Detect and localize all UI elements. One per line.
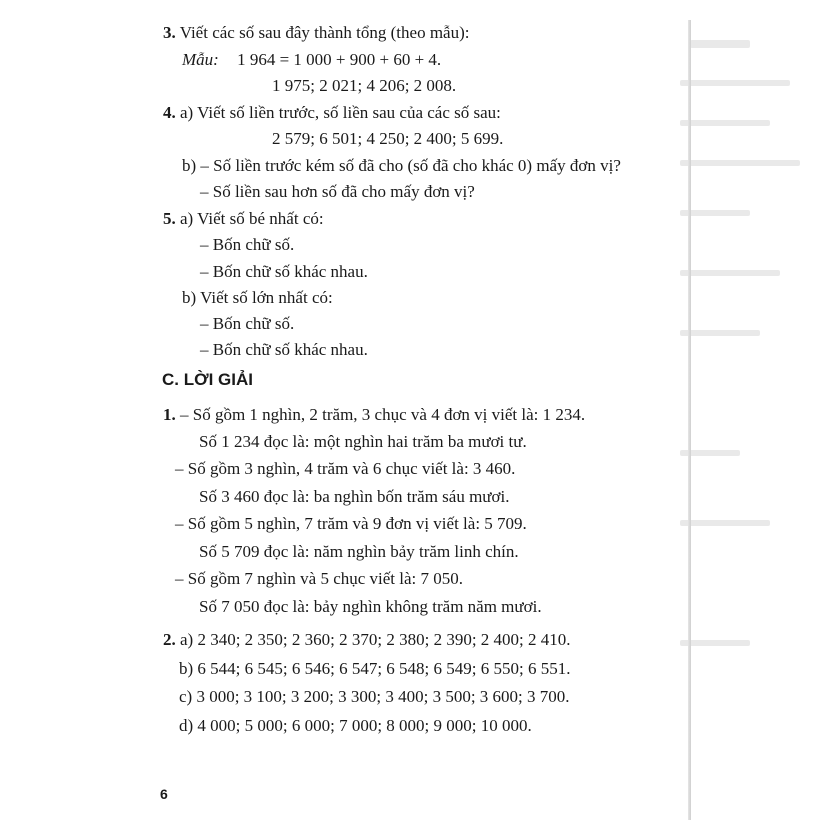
solution-1-line4: Số 3 460 đọc là: ba nghìn bốn trăm sáu mươi. [199,487,510,506]
exercise-5-b-item2: – Bốn chữ số khác nhau. [200,340,368,359]
exercise-5-a-item2: – Bốn chữ số khác nhau. [200,262,368,281]
solution-1-line2: Số 1 234 đọc là: một nghìn hai trăm ba mươi tư. [199,432,527,451]
exercise-5-part-b: b) Viết số lớn nhất có: [182,288,333,307]
solution-2-d: d) 4 000; 5 000; 6 000; 7 000; 8 000; 9 000; 10 000. [179,716,532,735]
section-heading-solutions: C. LỜI GIẢI [162,370,254,389]
show-through-text [680,20,820,800]
solution-2-a: 2. a) 2 340; 2 350; 2 360; 2 370; 2 380; 2 390; 2 400; 2 410. [163,630,571,649]
exercise-5: 5. a) Viết số bé nhất có: [163,209,324,228]
solution-1-line6: Số 5 709 đọc là: năm nghìn bảy trăm linh chín. [199,542,519,561]
exercise-5-a-item1: – Bốn chữ số. [200,235,295,254]
exercise-4: 4. a) Viết số liền trước, số liền sau của các số sau: [163,103,501,122]
exercise-3-numbers: 1 975; 2 021; 4 206; 2 008. [272,76,457,95]
solution-1-line7: – Số gồm 7 nghìn và 5 chục viết là: 7 050. [175,569,464,588]
page-edge [688,20,691,820]
solution-1-line3: – Số gồm 3 nghìn, 4 trăm và 6 chục viết là: 3 460. [175,459,516,478]
solution-1-line8: Số 7 050 đọc là: bảy nghìn không trăm năm mươi. [199,597,542,616]
solution-2-b: b) 6 544; 6 545; 6 546; 6 547; 6 548; 6 549; 6 550; 6 551. [179,659,571,678]
exercise-4-numbers: 2 579; 6 501; 4 250; 2 400; 5 699. [272,129,504,148]
solution-1-line5: – Số gồm 5 nghìn, 7 trăm và 9 đơn vị viết là: 5 709. [175,514,527,533]
exercise-5-b-item1: – Bốn chữ số. [200,314,295,333]
exercise-4-part-b-q2: – Số liền sau hơn số đã cho mấy đơn vị? [200,182,475,201]
exercise-4-part-b-q1: b) – Số liền trước kém số đã cho (số đã cho khác 0) mấy đơn vị? [182,156,621,175]
page-number: 6 [160,786,168,802]
exercise-3-sample: Mẫu: 1 964 = 1 000 + 900 + 60 + 4. [182,50,442,69]
solution-1-line1: 1. – Số gồm 1 nghìn, 2 trăm, 3 chục và 4 đơn vị viết là: 1 234. [163,405,586,424]
exercise-3: 3. Viết các số sau đây thành tổng (theo mẫu): [163,23,470,42]
solution-2-c: c) 3 000; 3 100; 3 200; 3 300; 3 400; 3 500; 3 600; 3 700. [179,687,570,706]
